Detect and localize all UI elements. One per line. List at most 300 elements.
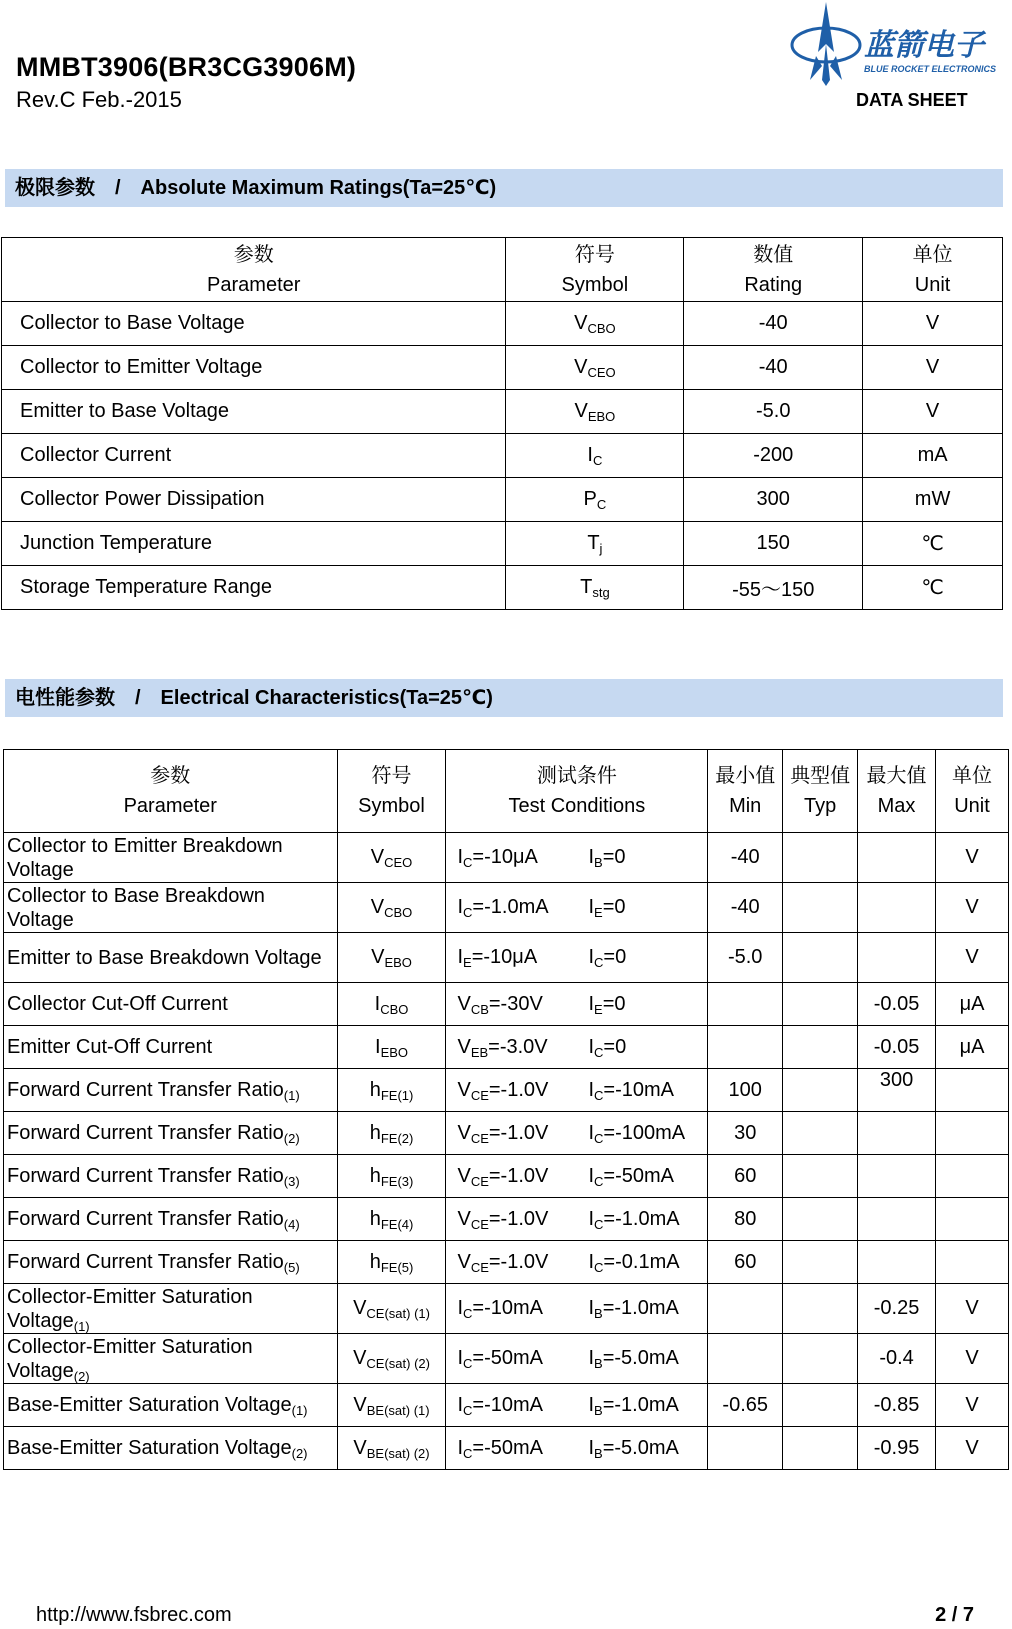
absmax-header-cell: 参数 Parameter xyxy=(2,238,506,302)
condition-2-sub: C xyxy=(594,1216,604,1232)
symbol-cell-subscript: C xyxy=(592,453,603,468)
condition-2-var: I xyxy=(588,1164,595,1187)
param-cell xyxy=(4,1112,338,1155)
condition-2-sub: C xyxy=(594,1259,604,1275)
unit-cell xyxy=(936,1198,1009,1241)
min-cell: 100 xyxy=(708,1069,783,1112)
condition-2-val: =-1.0mA xyxy=(603,1207,680,1230)
condition-1-val: =-50mA xyxy=(472,1347,544,1369)
datasheet-label: DATA SHEET xyxy=(856,90,968,110)
param-cell xyxy=(4,1284,338,1334)
condition-cell xyxy=(446,1069,708,1112)
condition-2 xyxy=(588,1297,678,1319)
condition-2-sub: B xyxy=(594,855,603,870)
condition-1 xyxy=(457,846,588,869)
param-cell: Collector to Base Voltage xyxy=(2,302,506,346)
condition-2-val: =-0.1mA xyxy=(603,1250,680,1273)
param-subscript: (2) xyxy=(291,1446,308,1461)
elec-header-cell: 最小值 Min xyxy=(708,750,783,833)
min-cell xyxy=(708,1026,783,1069)
param-text: Emitter to Base Breakdown Voltage xyxy=(7,946,322,969)
condition-2 xyxy=(588,1251,679,1273)
symbol-cell-base: V xyxy=(353,1297,367,1319)
condition-2-sub: E xyxy=(594,905,603,920)
elec-row xyxy=(4,833,1009,883)
symbol-cell xyxy=(506,478,684,522)
condition-1-var: V xyxy=(457,992,471,1015)
elec-section-title: 电性能参数 / Electrical Characteristics(Ta=25℃) xyxy=(5,679,1003,717)
param-cell xyxy=(4,1155,338,1198)
symbol-cell-base: P xyxy=(583,488,597,510)
symbol-cell-subscript: j xyxy=(599,541,603,556)
condition-2 xyxy=(588,946,626,968)
symbol-cell-subscript: CE(sat) (2) xyxy=(366,1356,430,1371)
symbol-cell-base: T xyxy=(580,576,593,598)
unit-cell: mA xyxy=(863,434,1003,478)
condition-1-val: =-1.0V xyxy=(488,1250,549,1273)
absmax-table xyxy=(1,237,1003,610)
condition-2-var: I xyxy=(588,896,595,918)
symbol-cell-subscript: CEO xyxy=(384,855,413,870)
elec-row xyxy=(4,1112,1009,1155)
unit-cell: V xyxy=(936,1427,1009,1470)
condition-cell xyxy=(446,1384,708,1427)
elec-row xyxy=(4,1026,1009,1069)
elec-row xyxy=(4,1384,1009,1427)
condition-2-val: =-5.0mA xyxy=(602,1436,679,1459)
symbol-cell-subscript: BE(sat) (2) xyxy=(366,1445,430,1461)
absmax-row xyxy=(2,390,1003,434)
typ-cell xyxy=(783,983,858,1026)
absmax-row xyxy=(2,434,1003,478)
rating-cell: -55～150 xyxy=(684,566,863,610)
rating-cell: 300 xyxy=(684,478,863,522)
symbol-cell xyxy=(337,1026,446,1069)
param-cell xyxy=(4,1427,338,1470)
param-subscript: (1) xyxy=(73,1318,90,1334)
condition-2-sub: B xyxy=(594,1402,603,1418)
param-text: Forward Current Transfer Ratio xyxy=(7,1122,284,1144)
condition-2-sub: C xyxy=(594,1130,604,1146)
elec-row xyxy=(4,1241,1009,1284)
condition-1-sub: EB xyxy=(470,1044,489,1060)
param-text: Collector-Emitter Saturation Voltage xyxy=(7,1335,253,1382)
absmax-header-cell: 单位 Unit xyxy=(863,238,1003,302)
symbol-cell-subscript: CEO xyxy=(587,365,616,380)
condition-1-val: =-1.0V xyxy=(488,1078,549,1101)
condition-1-var: I xyxy=(457,1347,464,1369)
rating-cell: -40 xyxy=(684,302,863,346)
condition-1-var: V xyxy=(457,1078,471,1101)
unit-cell: V xyxy=(863,302,1003,346)
min-cell xyxy=(708,1284,783,1334)
param-text: Base-Emitter Saturation Voltage xyxy=(7,1437,292,1459)
condition-1 xyxy=(457,1122,588,1145)
typ-cell xyxy=(783,1198,858,1241)
symbol-cell xyxy=(337,1155,446,1198)
symbol-cell-base: V xyxy=(353,1347,367,1369)
symbol-cell-base: V xyxy=(574,400,588,422)
param-cell xyxy=(4,833,338,883)
footer-url: http://www.fsbrec.com xyxy=(36,1604,232,1626)
typ-cell xyxy=(783,933,858,983)
typ-cell xyxy=(783,1334,858,1384)
elec-row xyxy=(4,1334,1009,1384)
param-cell xyxy=(4,1384,338,1427)
param-cell: Collector Power Dissipation xyxy=(2,478,506,522)
condition-2-var: I xyxy=(588,992,595,1015)
symbol-cell xyxy=(506,390,684,434)
max-cell xyxy=(858,1155,936,1198)
min-cell: 30 xyxy=(708,1112,783,1155)
typ-cell xyxy=(783,883,858,933)
symbol-cell-base: h xyxy=(369,1250,381,1273)
condition-1 xyxy=(457,993,588,1016)
elec-row xyxy=(4,983,1009,1026)
condition-2-val: =-1.0mA xyxy=(602,1393,679,1416)
elec-row xyxy=(4,1284,1009,1334)
condition-2-var: I xyxy=(588,1393,595,1416)
condition-1-sub: CE xyxy=(470,1130,489,1146)
param-cell: Emitter to Base Voltage xyxy=(2,390,506,434)
elec-row xyxy=(4,1155,1009,1198)
max-cell xyxy=(858,1427,936,1470)
condition-1-var: I xyxy=(457,1297,464,1319)
elec-header-cell: 参数 Parameter xyxy=(4,750,338,833)
condition-2-val: =0 xyxy=(602,896,626,918)
min-cell xyxy=(708,1334,783,1384)
condition-2 xyxy=(588,1394,678,1416)
max-value: -0.25 xyxy=(873,1297,920,1319)
max-value: -0.95 xyxy=(873,1436,920,1459)
param-subscript: (2) xyxy=(283,1131,300,1146)
param-cell xyxy=(4,1069,338,1112)
symbol-cell xyxy=(337,933,446,983)
rating-cell: 150 xyxy=(684,522,863,566)
symbol-cell-base: V xyxy=(371,946,385,968)
condition-1-sub: C xyxy=(463,1356,473,1371)
symbol-cell-subscript: CBO xyxy=(384,905,413,920)
unit-cell: V xyxy=(936,833,1009,883)
symbol-cell xyxy=(337,1334,446,1384)
condition-1-val: =-50mA xyxy=(472,1436,544,1459)
symbol-cell xyxy=(506,522,684,566)
condition-2-val: =0 xyxy=(603,946,627,968)
condition-1-val: =-10mA xyxy=(472,1393,544,1416)
min-cell xyxy=(708,983,783,1026)
absmax-row xyxy=(2,522,1003,566)
elec-row xyxy=(4,1198,1009,1241)
absmax-row xyxy=(2,478,1003,522)
symbol-cell-base: V xyxy=(353,1393,367,1416)
symbol-cell-subscript: EBO xyxy=(587,409,616,424)
unit-cell: μA xyxy=(936,1026,1009,1069)
typ-cell xyxy=(783,1155,858,1198)
max-value: -0.05 xyxy=(873,992,920,1015)
condition-1-sub: C xyxy=(463,905,473,920)
condition-1-sub: C xyxy=(463,1445,473,1461)
symbol-cell-base: I xyxy=(375,1035,381,1058)
symbol-cell-base: h xyxy=(369,1207,381,1230)
condition-1-val: =-1.0mA xyxy=(472,896,549,918)
elec-row xyxy=(4,883,1009,933)
page-number: 2 / 7 xyxy=(935,1604,974,1626)
condition-2 xyxy=(588,1208,679,1230)
symbol-cell-subscript: CBO xyxy=(587,321,616,336)
symbol-cell-base: h xyxy=(369,1164,381,1187)
elec-table xyxy=(3,749,1009,1470)
condition-2-sub: B xyxy=(594,1356,603,1371)
condition-cell xyxy=(446,933,708,983)
typ-cell xyxy=(783,833,858,883)
logo-en-text: BLUE ROCKET ELECTRONICS xyxy=(864,64,997,74)
condition-1-var: I xyxy=(457,946,464,968)
condition-cell xyxy=(446,1198,708,1241)
revision-text: Rev.C Feb.-2015 xyxy=(16,87,182,112)
condition-2 xyxy=(588,1347,678,1369)
rating-cell: -200 xyxy=(684,434,863,478)
param-text: Forward Current Transfer Ratio xyxy=(7,1251,284,1273)
param-subscript: (1) xyxy=(291,1403,308,1418)
symbol-cell xyxy=(337,1112,446,1155)
condition-2-var: I xyxy=(588,1250,595,1273)
elec-header-cell: 符号 Symbol xyxy=(337,750,446,833)
condition-1 xyxy=(457,1347,588,1370)
unit-cell xyxy=(936,1112,1009,1155)
symbol-cell-subscript: CE(sat) (1) xyxy=(366,1306,430,1321)
unit-cell: ℃ xyxy=(863,522,1003,566)
absmax-row xyxy=(2,346,1003,390)
condition-2 xyxy=(588,1122,685,1144)
max-cell xyxy=(858,833,936,883)
unit-cell: V xyxy=(936,1334,1009,1384)
param-cell: Collector Current xyxy=(2,434,506,478)
min-cell xyxy=(708,1427,783,1470)
typ-cell xyxy=(783,1026,858,1069)
condition-1-val: =-1.0V xyxy=(488,1121,549,1144)
condition-2-sub: C xyxy=(594,955,604,970)
max-cell xyxy=(858,1198,936,1241)
max-cell xyxy=(858,933,936,983)
company-logo xyxy=(786,0,1004,90)
param-text: Emitter Cut-Off Current xyxy=(7,1036,213,1058)
min-cell: 80 xyxy=(708,1198,783,1241)
max-cell xyxy=(858,883,936,933)
unit-cell: μA xyxy=(936,983,1009,1026)
max-cell xyxy=(858,1384,936,1427)
condition-1-val: =-10μA xyxy=(471,946,538,968)
condition-2 xyxy=(588,1036,626,1058)
condition-2 xyxy=(588,896,625,918)
condition-2 xyxy=(588,1079,674,1101)
condition-2-sub: C xyxy=(594,1044,604,1060)
min-cell: 60 xyxy=(708,1155,783,1198)
condition-2-sub: B xyxy=(594,1306,603,1321)
max-cell xyxy=(858,1069,936,1112)
elec-row xyxy=(4,933,1009,983)
unit-cell: V xyxy=(936,883,1009,933)
symbol-cell-subscript: C xyxy=(596,497,607,512)
unit-cell: V xyxy=(863,390,1003,434)
condition-cell xyxy=(446,1284,708,1334)
condition-2-var: I xyxy=(588,1207,595,1230)
elec-header-cell: 单位 Unit xyxy=(936,750,1009,833)
symbol-cell xyxy=(506,434,684,478)
param-cell: Collector to Emitter Voltage xyxy=(2,346,506,390)
condition-2-var: I xyxy=(588,1121,595,1144)
param-cell xyxy=(4,983,338,1026)
max-value: -0.4 xyxy=(879,1347,914,1369)
condition-2-val: =0 xyxy=(602,846,626,868)
rating-cell: -40 xyxy=(684,346,863,390)
param-text: Forward Current Transfer Ratio xyxy=(7,1208,284,1230)
unit-cell: mW xyxy=(863,478,1003,522)
condition-1 xyxy=(457,896,588,919)
unit-cell xyxy=(936,1069,1009,1112)
condition-cell xyxy=(446,1155,708,1198)
condition-1-sub: CE xyxy=(470,1173,489,1189)
condition-1-var: V xyxy=(457,1207,471,1230)
symbol-cell-base: V xyxy=(370,846,385,868)
condition-1-val: =-1.0V xyxy=(488,1207,549,1230)
max-cell xyxy=(858,983,936,1026)
param-subscript: (3) xyxy=(283,1174,300,1189)
condition-1-sub: C xyxy=(463,1306,473,1321)
condition-cell xyxy=(446,1334,708,1384)
symbol-cell-base: h xyxy=(369,1078,381,1101)
condition-2-val: =-100mA xyxy=(603,1121,686,1144)
param-cell xyxy=(4,883,338,933)
condition-2-val: =-50mA xyxy=(603,1164,675,1187)
typ-cell xyxy=(783,1427,858,1470)
symbol-cell-subscript: EBO xyxy=(384,955,412,970)
condition-1-var: I xyxy=(457,846,464,868)
condition-2-val: =-1.0mA xyxy=(602,1297,679,1319)
absmax-header-cell: 符号 Symbol xyxy=(506,238,684,302)
condition-2 xyxy=(588,993,625,1015)
param-cell: Junction Temperature xyxy=(2,522,506,566)
logo-cn-text: 蓝箭电子 xyxy=(864,28,984,63)
max-value: -0.85 xyxy=(873,1393,920,1416)
param-text: Forward Current Transfer Ratio xyxy=(7,1165,284,1187)
condition-2-var: I xyxy=(588,1035,595,1058)
condition-1-var: I xyxy=(457,1436,464,1459)
condition-1-var: I xyxy=(457,1393,464,1416)
symbol-cell xyxy=(337,1069,446,1112)
param-subscript: (2) xyxy=(73,1368,90,1384)
condition-2 xyxy=(588,846,625,868)
max-cell xyxy=(858,1026,936,1069)
param-text: Collector to Emitter Breakdown Voltage xyxy=(7,834,283,881)
param-text: Collector to Base Breakdown Voltage xyxy=(7,884,265,931)
param-text: Base-Emitter Saturation Voltage xyxy=(7,1394,292,1416)
condition-2-var: I xyxy=(588,1436,595,1459)
condition-cell xyxy=(446,833,708,883)
elec-header-row xyxy=(4,750,1009,833)
symbol-cell-subscript: BE(sat) (1) xyxy=(366,1402,430,1418)
typ-cell xyxy=(783,1384,858,1427)
elec-header-cell: 最大值 Max xyxy=(858,750,936,833)
param-text: Forward Current Transfer Ratio xyxy=(7,1079,284,1101)
rating-cell: -5.0 xyxy=(684,390,863,434)
absmax-section-title: 极限参数 / Absolute Maximum Ratings(Ta=25℃) xyxy=(5,169,1003,207)
unit-cell xyxy=(936,1155,1009,1198)
unit-cell: V xyxy=(936,1284,1009,1334)
condition-2 xyxy=(588,1437,678,1459)
symbol-cell xyxy=(337,1284,446,1334)
param-cell xyxy=(4,1198,338,1241)
max-cell xyxy=(858,1284,936,1334)
symbol-cell-base: T xyxy=(587,532,600,554)
min-cell: 60 xyxy=(708,1241,783,1284)
condition-2-val: =0 xyxy=(602,992,626,1015)
min-cell: -0.65 xyxy=(708,1384,783,1427)
elec-row xyxy=(4,1069,1009,1112)
unit-cell xyxy=(936,1241,1009,1284)
param-subscript: (1) xyxy=(283,1088,300,1103)
symbol-cell xyxy=(337,883,446,933)
condition-cell xyxy=(446,1427,708,1470)
condition-1-val: =-30V xyxy=(488,992,543,1015)
condition-1 xyxy=(457,1437,588,1460)
symbol-cell xyxy=(506,302,684,346)
condition-1-sub: CE xyxy=(470,1259,489,1275)
condition-1-val: =-10μA xyxy=(472,846,538,868)
max-cell xyxy=(858,1241,936,1284)
symbol-cell-subscript: FE(5) xyxy=(380,1259,414,1275)
condition-1-var: V xyxy=(457,1035,471,1058)
absmax-row xyxy=(2,566,1003,610)
typ-cell xyxy=(783,1112,858,1155)
condition-1-sub: CE xyxy=(470,1087,489,1103)
param-cell: Storage Temperature Range xyxy=(2,566,506,610)
condition-1-sub: CE xyxy=(470,1216,489,1232)
symbol-cell xyxy=(337,983,446,1026)
min-cell: -5.0 xyxy=(708,933,783,983)
max-cell xyxy=(858,1334,936,1384)
elec-row xyxy=(4,1427,1009,1470)
condition-2-val: =-5.0mA xyxy=(602,1347,679,1369)
param-subscript: (5) xyxy=(283,1260,300,1275)
condition-2-val: =0 xyxy=(603,1035,627,1058)
typ-cell xyxy=(783,1241,858,1284)
condition-1-sub: C xyxy=(463,1402,473,1418)
condition-2 xyxy=(588,1165,674,1187)
absmax-header-cell: 数值 Rating xyxy=(684,238,863,302)
condition-2-var: I xyxy=(588,1347,595,1369)
symbol-cell-subscript: stg xyxy=(592,585,610,600)
symbol-cell-subscript: EBO xyxy=(380,1044,409,1060)
param-cell xyxy=(4,1241,338,1284)
symbol-cell-base: I xyxy=(374,992,381,1015)
condition-1 xyxy=(457,1394,588,1417)
condition-2-var: I xyxy=(588,846,595,868)
condition-2-var: I xyxy=(588,1297,595,1319)
condition-cell xyxy=(446,883,708,933)
condition-1-val: =-3.0V xyxy=(488,1035,548,1058)
condition-2-sub: B xyxy=(594,1445,603,1461)
param-cell xyxy=(4,933,338,983)
unit-cell: V xyxy=(936,1384,1009,1427)
condition-2-sub: C xyxy=(594,1087,604,1103)
condition-2-var: I xyxy=(588,1078,595,1101)
unit-cell: ℃ xyxy=(863,566,1003,610)
condition-cell xyxy=(446,1112,708,1155)
condition-1 xyxy=(457,1165,588,1188)
condition-1-sub: CB xyxy=(470,1001,489,1017)
condition-1-sub: E xyxy=(463,955,472,970)
symbol-cell-subscript: FE(4) xyxy=(380,1216,414,1232)
